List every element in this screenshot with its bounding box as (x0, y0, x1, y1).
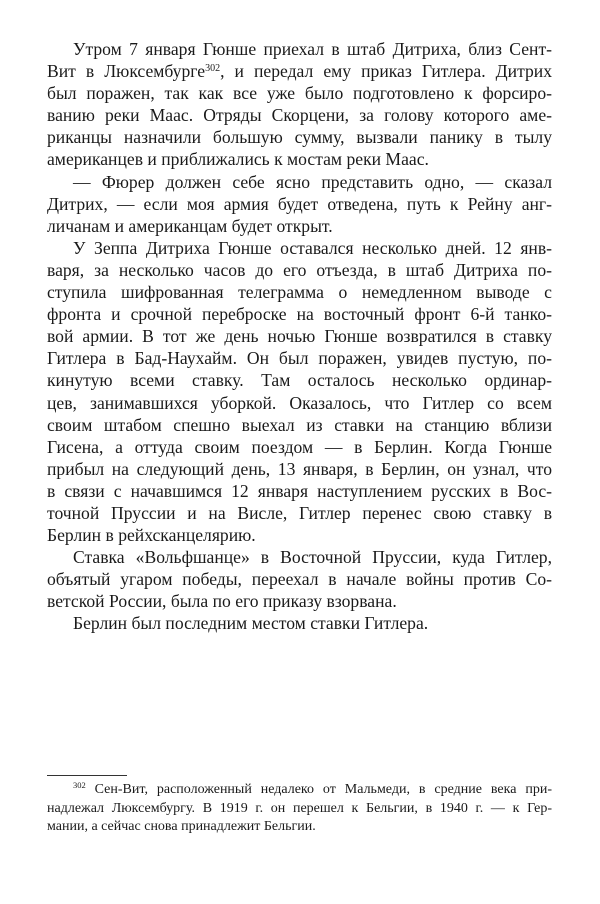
text-line: Утром 7 января Гюнше приехал в штаб Дитриха, близ Сент- (73, 39, 552, 59)
text-line: Дитрих, — если моя армия будет отведена, путь к Рейну анг- (47, 193, 552, 214)
text-line: ступила шифрованная телеграмма о немедленном выводе с (47, 282, 552, 303)
text-line: личанам и американцам будет открыт. (47, 215, 333, 236)
paragraph-3 (47, 237, 552, 546)
paragraph-5 (47, 612, 552, 634)
text-line: У Зеппа Дитриха Гюнше оставался несколько дней. 12 янв- (73, 237, 552, 258)
text-line: Гитлера в Бад-Наухайм. Он был поражен, увидев пустую, по- (47, 348, 552, 369)
paragraph-1 (47, 38, 552, 171)
text-line: был поражен, так как все уже было подготовлено к форсиро- (47, 83, 552, 104)
main-text (47, 38, 552, 635)
text-line: прибыл на следующий день, 13 января, в Берлин, он узнал, что (47, 458, 552, 479)
text-line: объятый угаром победы, переехал в начале войны против Со- (47, 569, 552, 590)
text-line: варя, за несколько часов до его отъезда, в штаб Дитриха по- (47, 259, 552, 280)
paragraph-2 (47, 171, 552, 237)
text-line: — Фюрер должен себе ясно представить одно, — сказал (73, 171, 552, 192)
text-line: ветской России, была по его приказу взорвана. (47, 591, 397, 612)
footnote-number: 302 (73, 780, 86, 790)
paragraph-4 (47, 546, 552, 612)
text-line: цев, занимавшихся уборкой. Оказалось, что Гитлер со всем (47, 392, 552, 413)
text-line: ванию реки Маас. Отряды Скорцени, за голову которого аме- (47, 105, 552, 126)
text-line: Берлин был последним местом ставки Гитлера. (73, 613, 429, 634)
text-line: точной Пруссии и на Висле, Гитлер перенес свою ставку в (47, 502, 552, 523)
text-segment: , и передал ему приказ Гитлера. Дитрих (220, 61, 552, 82)
text-line: риканцы назначили большую сумму, вызвали панику в тылу (47, 127, 552, 148)
text-line: кинутую всеми ставку. Там осталось несколько ординар- (47, 370, 552, 391)
text-line: вой армии. В тот же день ночью Гюнше возвратился в ставку (47, 326, 552, 347)
text-line: Берлин в рейхсканцелярию. (47, 525, 256, 546)
text-line (47, 60, 552, 82)
text-segment: Сен-Вит, расположенный недалеко от Мальмеди, в средние века при- (85, 782, 552, 797)
text-line: своим штабом спешно выехал из ставки на станцию вблизи (47, 414, 552, 435)
text-line: Гисена, а оттуда своим поездом — в Берлин. Когда Гюнше (47, 436, 552, 457)
footnote-line: надлежал Люксембургу. В 1919 г. он перешел к Бельгии, в 1940 г. — к Гер- (47, 800, 552, 816)
text-line: фронта и срочной переброске на восточный фронт 6-й танко- (47, 304, 552, 325)
footnote (47, 781, 552, 837)
footnote-line: мании, а сейчас снова принадлежит Бельгии. (47, 819, 316, 834)
footnote-reference[interactable]: 302 (205, 63, 221, 75)
text-line: Ставка «Вольфшанце» в Восточной Пруссии, куда Гитлер, (73, 547, 552, 568)
text-segment: Вит в Люксембурге (47, 61, 206, 82)
footnote-divider (47, 775, 127, 776)
footnote-line (47, 781, 552, 800)
text-line: американцев и приближались к мостам реки Маас. (47, 149, 429, 170)
text-line: в связи с начавшимся 12 января наступлением русских в Вос- (47, 480, 552, 501)
